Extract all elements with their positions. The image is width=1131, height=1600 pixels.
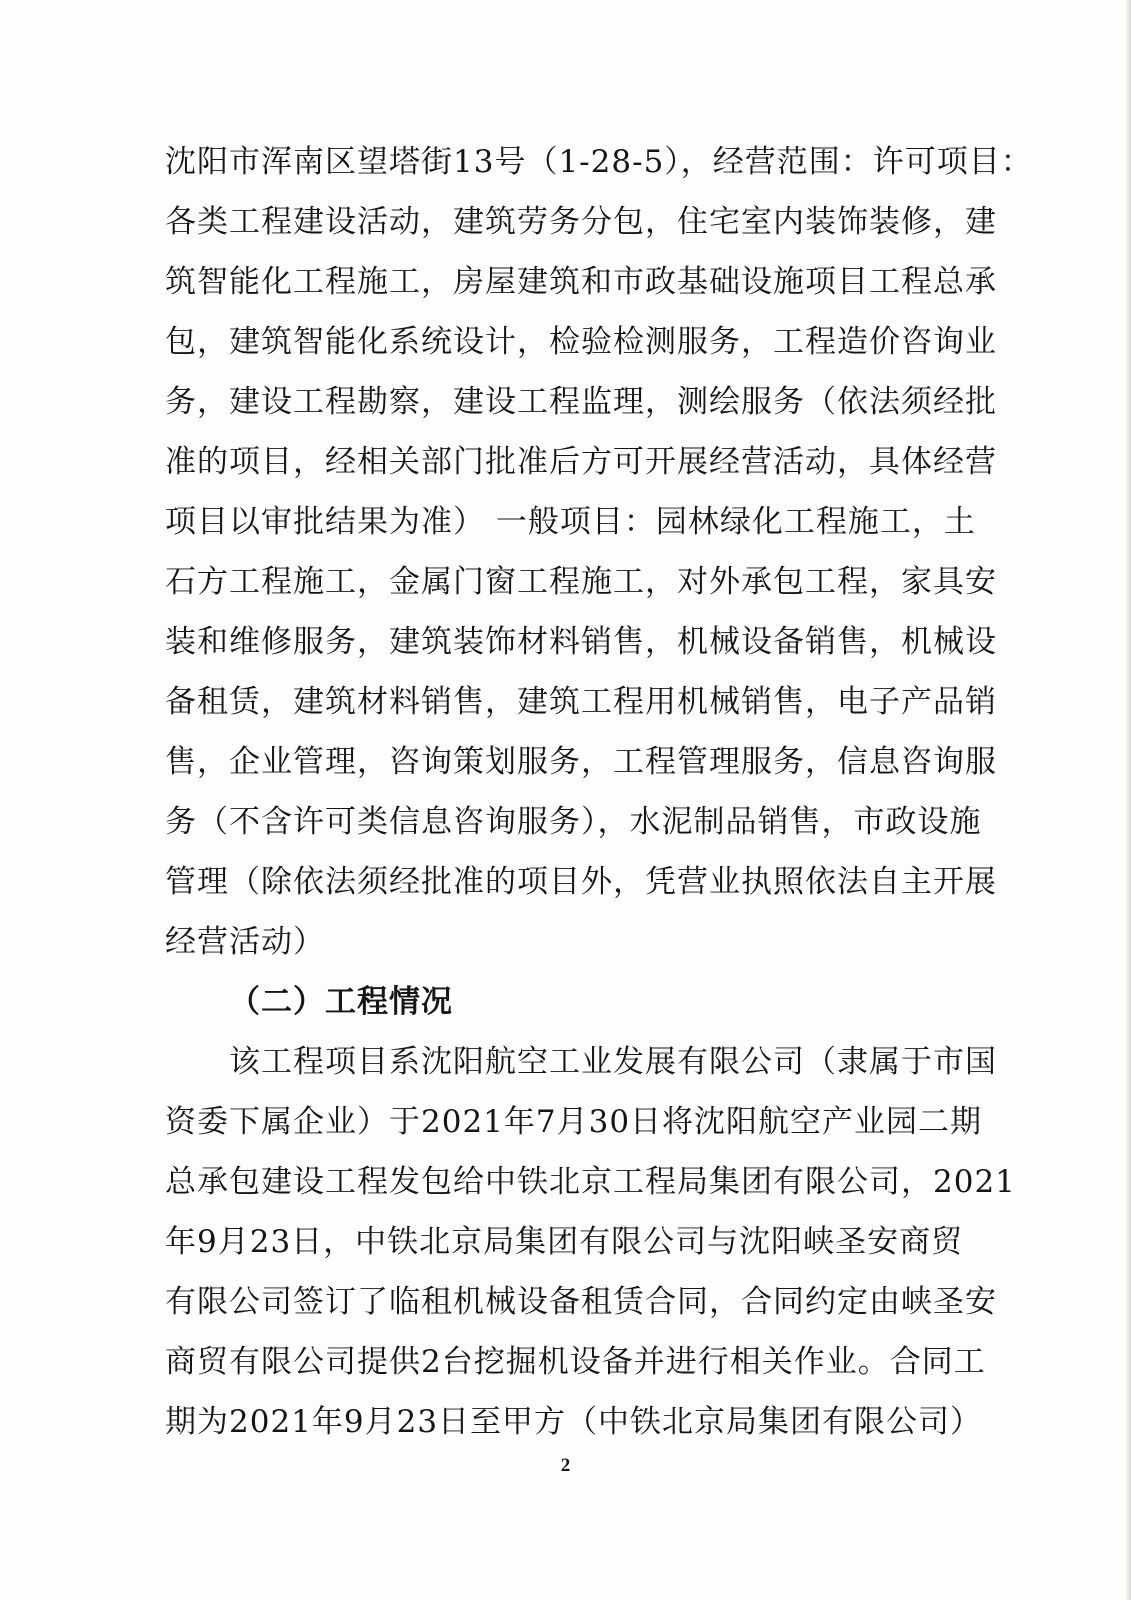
text-line: 准的项目，经相关部门批准后方可开展经营活动，具体经营 <box>165 444 997 480</box>
text-line: 筑智能化工程施工，房屋建筑和市政基础设施项目工程总承 <box>165 264 997 300</box>
text-line: 石方工程施工，金属门窗工程施工，对外承包工程，家具安 <box>165 564 997 600</box>
text-line: 商贸有限公司提供2台挖掘机设备并进行相关作业。合同工 <box>165 1344 986 1380</box>
section-heading: （二）工程情况 <box>229 984 453 1020</box>
text-line: 装和维修服务，建筑装饰材料销售，机械设备销售，机械设 <box>165 624 997 660</box>
text-line: 该工程项目系沈阳航空工业发展有限公司（隶属于市国 <box>229 1044 997 1080</box>
text-line: 有限公司签订了临租机械设备租赁合同，合同约定由峡圣安 <box>165 1284 997 1320</box>
page-number: 2 <box>560 1455 571 1476</box>
text-line: 务（不含许可类信息咨询服务），水泥制品销售，市政设施 <box>165 804 982 840</box>
text-line: 经营活动） <box>165 924 325 960</box>
text-line: 总承包建设工程发包给中铁北京工程局集团有限公司，2021 <box>165 1164 1016 1200</box>
text-line: 沈阳市浑南区望塔街13号（1-28-5），经营范围：许可项目： <box>165 144 1033 180</box>
text-line: 年9月23日，中铁北京局集团有限公司与沈阳峡圣安商贸 <box>165 1224 964 1260</box>
text-line: 备租赁，建筑材料销售，建筑工程用机械销售，电子产品销 <box>165 684 997 720</box>
text-line: 售，企业管理，咨询策划服务，工程管理服务，信息咨询服 <box>165 744 997 780</box>
text-line: 资委下属企业）于2021年7月30日将沈阳航空产业园二期 <box>165 1104 983 1140</box>
body-text <box>165 132 1033 1452</box>
text-line: 管理（除依法须经批准的项目外，凭营业执照依法自主开展 <box>165 864 997 900</box>
text-line: 包，建筑智能化系统设计，检验检测服务，工程造价咨询业 <box>165 324 997 360</box>
text-line: 各类工程建设活动，建筑劳务分包，住宅室内装饰装修，建 <box>165 204 997 240</box>
scan-edge <box>1125 0 1131 1600</box>
text-line: 期为2021年9月23日至甲方（中铁北京局集团有限公司） <box>165 1404 983 1440</box>
text-line: 项目以审批结果为准） 一般项目：园林绿化工程施工，土 <box>165 504 976 540</box>
text-line: 务，建设工程勘察，建设工程监理，测绘服务（依法须经批 <box>165 384 997 420</box>
